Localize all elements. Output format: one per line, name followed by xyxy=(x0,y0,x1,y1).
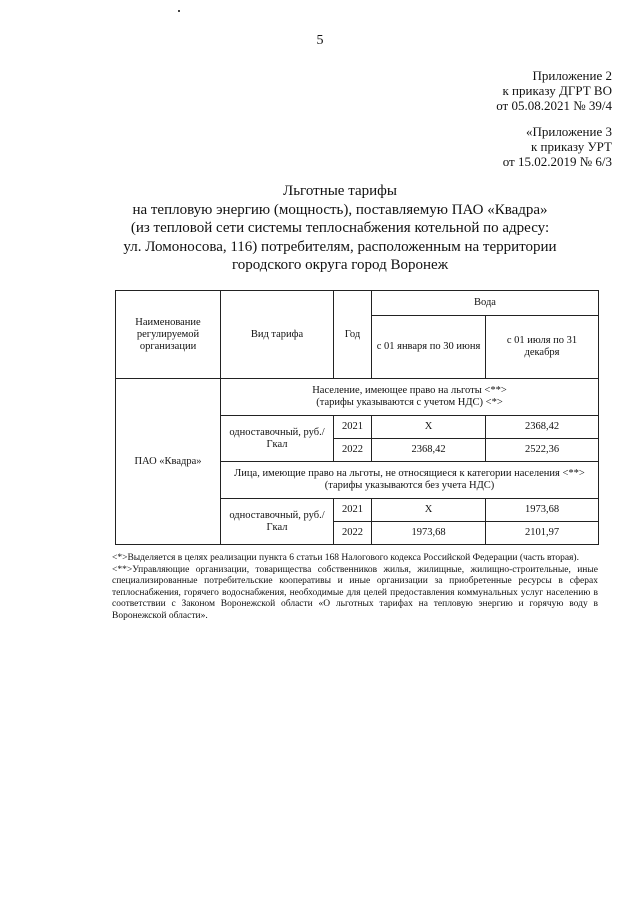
title-line-4: ул. Ломоносова, 116) потребителям, расположенным на территории xyxy=(123,238,557,255)
section-2-title-line-2: (тарифы указываются без учета НДС) xyxy=(324,480,495,491)
title-line-1: Льготные тарифы xyxy=(283,183,397,199)
section-2-title-line-1: Лица, имеющие право на льготы, не относящиеся к категории населения <**> xyxy=(234,468,585,479)
annex-2-line-3: от 05.08.2021 № 39/4 xyxy=(496,98,612,113)
footnote-vat: <*>Выделяется в целях реализации пункта 6 статьи 168 Налогового кодекса Российской Федерации (часть вторая). xyxy=(112,553,579,563)
header-period-2: с 01 июля по 31 декабря xyxy=(486,316,599,379)
annex-2-line-1: Приложение 2 xyxy=(532,68,612,83)
footnote-beneficiaries: <**>Управляющие организации, товарищества собственников жилья, жилищные, жилищно-строительные, иные специализированные потребительские кооперативы и иные организации за приобретенные ресурсы в сферах теплоснабжения, горячего водоснабжения, необходимые для целей предоставления коммунальных услуг населению в соответствии с Законом Воронежской области «О льготных тарифах на тепловую энергию и горячую воду в Воронежской области». xyxy=(112,564,598,621)
header-period-1: с 01 января по 30 июня xyxy=(372,316,486,379)
table-cell-period-2: 2368,42 xyxy=(486,416,599,439)
annex-2-header xyxy=(496,68,612,113)
table-cell-period-2: 2101,97 xyxy=(486,522,599,545)
table-cell-year: 2022 xyxy=(334,522,372,545)
section-1-tariff-type: одноставочный, руб./Гкал xyxy=(221,416,334,462)
footnotes xyxy=(112,553,598,623)
annex-2-line-2: к приказу ДГРТ ВО xyxy=(502,83,612,98)
header-water: Вода xyxy=(372,291,599,316)
title-line-2: на тепловую энергию (мощность), поставляемую ПАО «Квадра» xyxy=(132,201,548,218)
table-cell-period-1: X xyxy=(372,416,486,439)
document-title xyxy=(20,182,640,275)
org-name-cell: ПАО «Квадра» xyxy=(116,379,221,545)
section-1-title-line-2: (тарифы указываются с учетом НДС) <*> xyxy=(316,397,503,408)
title-line-5: городского округа город Воронеж xyxy=(231,257,449,273)
table-cell-year: 2021 xyxy=(334,416,372,439)
section-2-tariff-type: одноставочный, руб./Гкал xyxy=(221,499,334,545)
section-2-title xyxy=(221,462,599,499)
table-cell-period-2: 2522,36 xyxy=(486,439,599,462)
title-line-3: (из тепловой сети системы теплоснабжения котельной по адресу: xyxy=(130,220,550,236)
tariff-table xyxy=(115,290,599,545)
annex-3-line-2: к приказу УРТ xyxy=(530,139,612,154)
scan-speck xyxy=(178,10,180,12)
table-cell-period-1: X xyxy=(372,499,486,522)
annex-3-line-1: «Приложение 3 xyxy=(525,124,612,139)
header-year: Год xyxy=(334,291,372,379)
annex-3-line-3: от 15.02.2019 № 6/3 xyxy=(502,154,612,169)
table-cell-period-1: 1973,68 xyxy=(372,522,486,545)
table-cell-year: 2021 xyxy=(334,499,372,522)
table-cell-period-2: 1973,68 xyxy=(486,499,599,522)
page-number: 5 xyxy=(316,33,324,48)
table-cell-year: 2022 xyxy=(334,439,372,462)
header-tariff-type: Вид тарифа xyxy=(221,291,334,379)
annex-3-header xyxy=(503,124,612,169)
section-1-title xyxy=(221,379,599,416)
section-1-title-line-1: Население, имеющее право на льготы <**> xyxy=(312,385,507,396)
table-cell-period-1: 2368,42 xyxy=(372,439,486,462)
header-org: Наименование регулируемой организации xyxy=(116,291,221,379)
